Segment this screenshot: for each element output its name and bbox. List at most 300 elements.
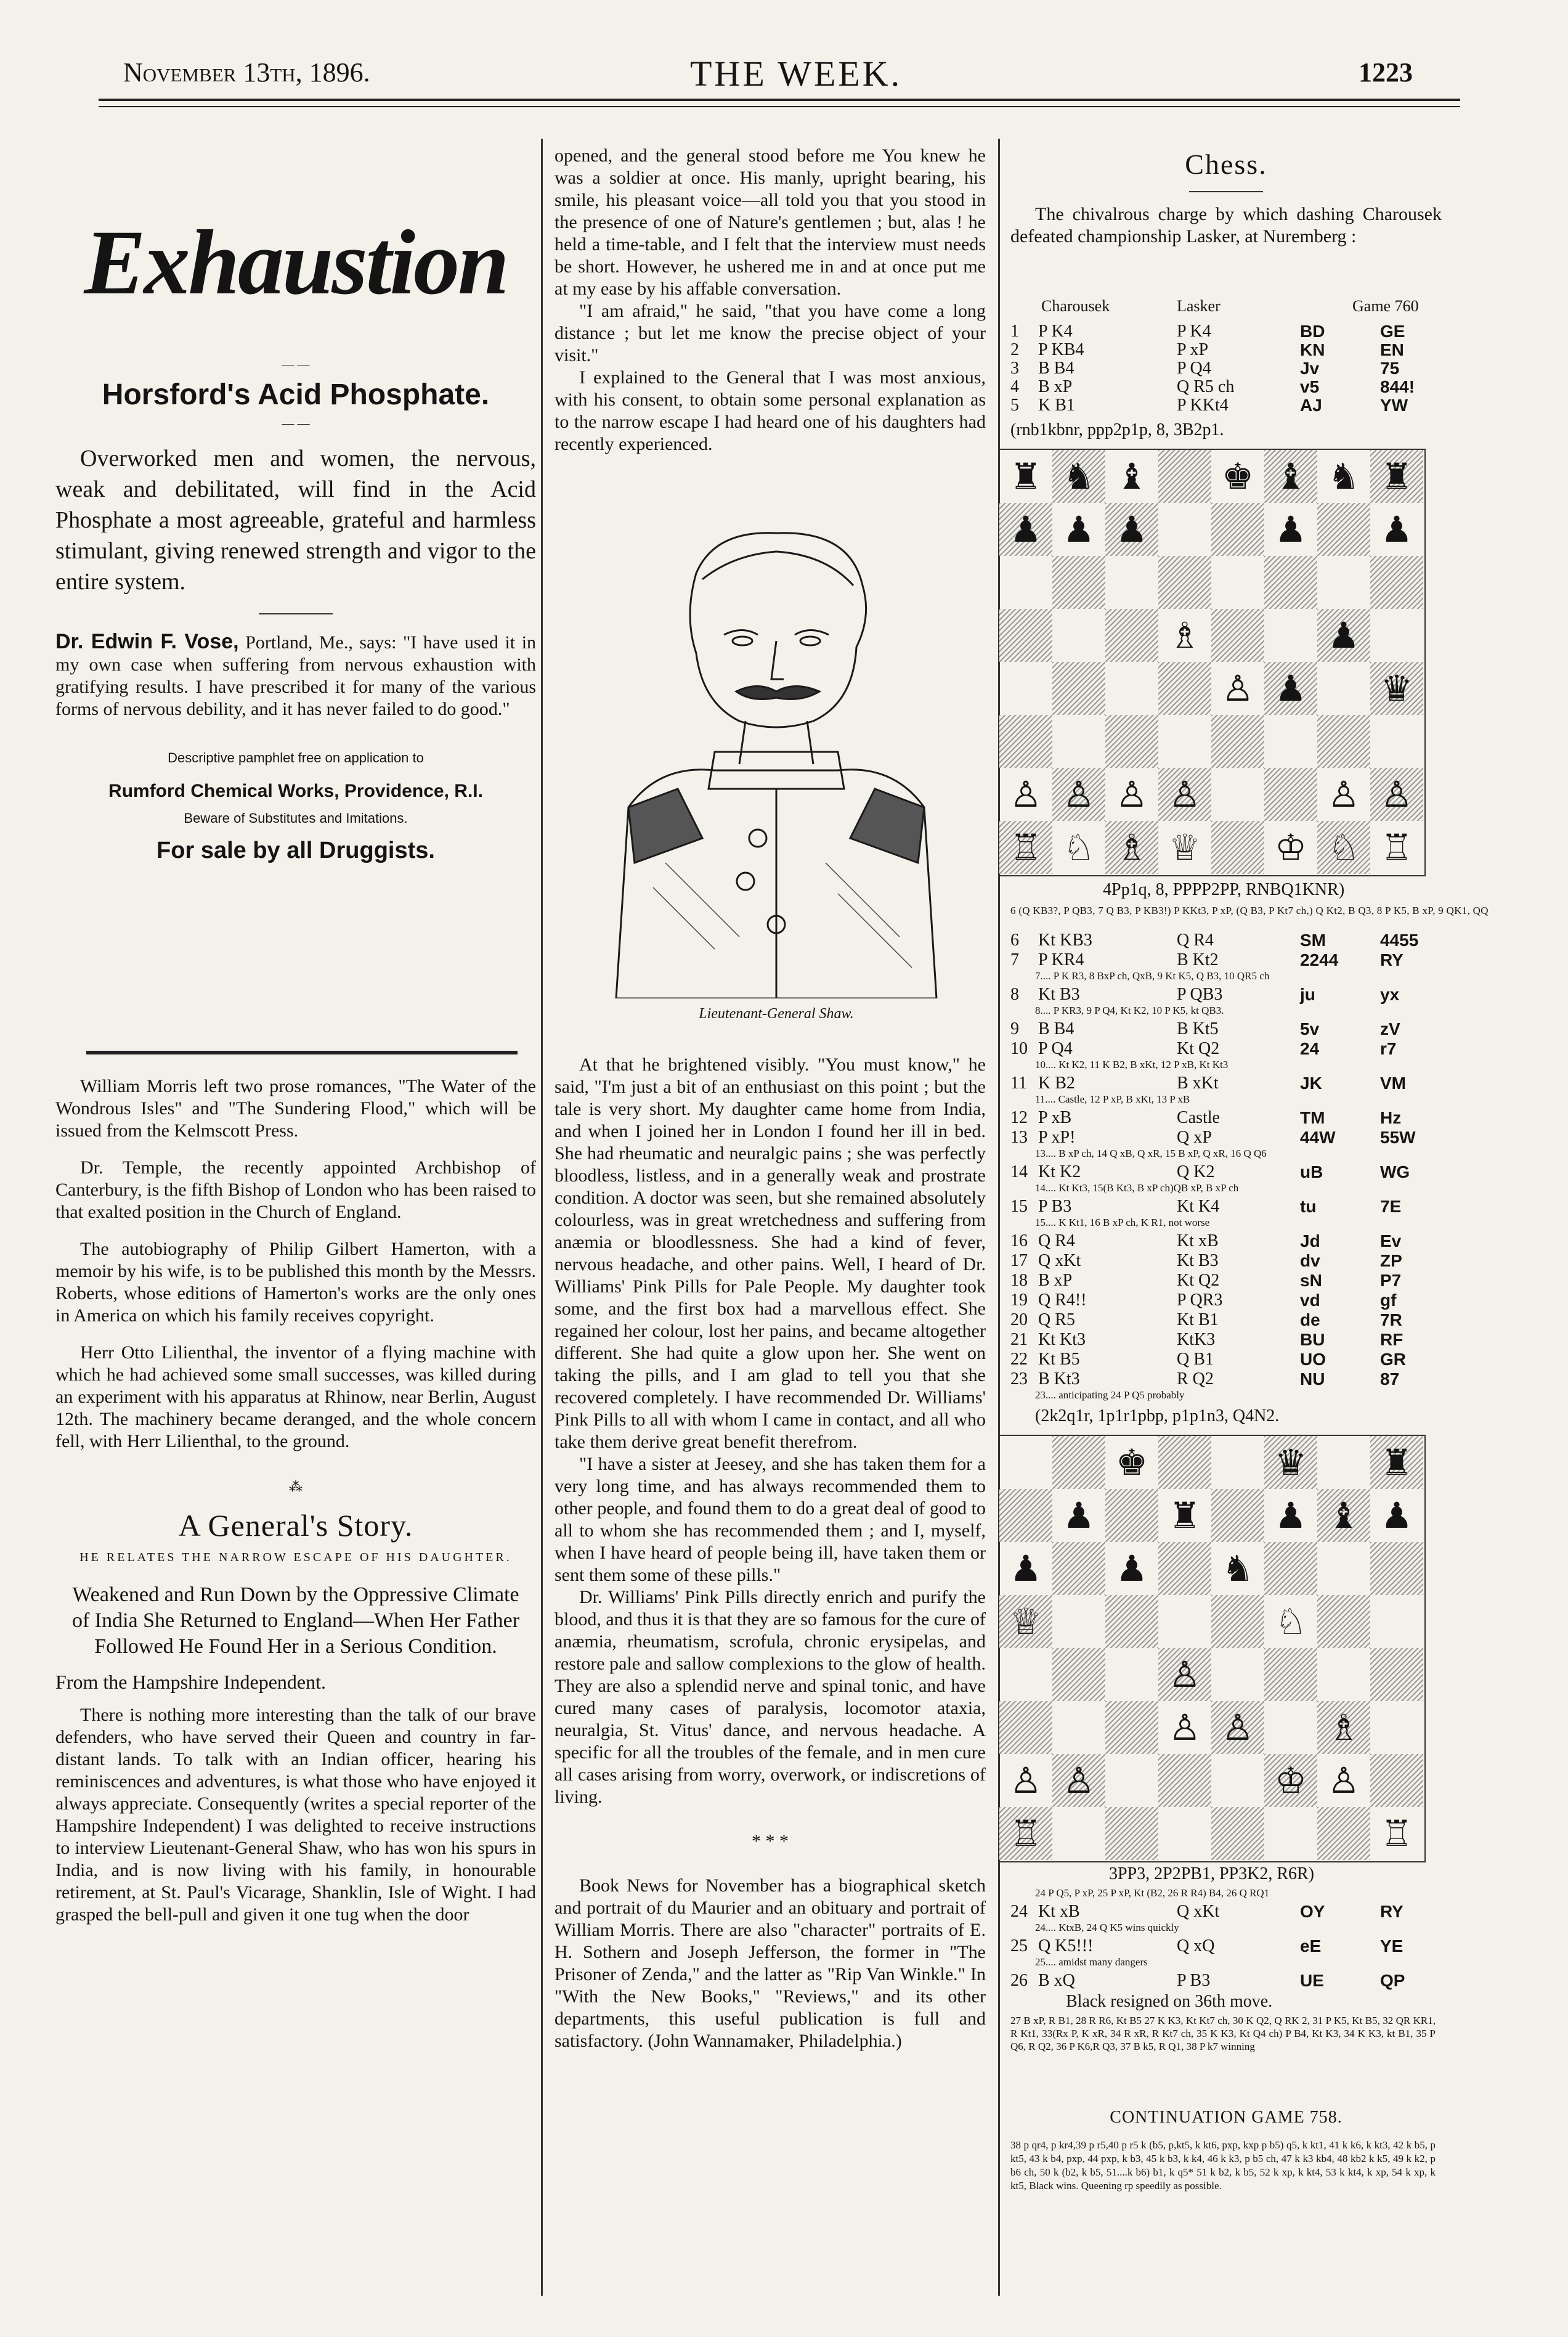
chess-board-1 xyxy=(998,449,1426,876)
chess-piece-icon: ♟ xyxy=(1063,508,1095,550)
chess-piece-icon: ♙ xyxy=(1063,1760,1095,1801)
board-square xyxy=(999,1807,1052,1860)
move-b: Kt B1 xyxy=(1177,1310,1219,1329)
move-annotation: 13.... B xP ch, 14 Q xB, Q xR, 15 B xP, Q xR, 16 Q Q6 xyxy=(1035,1148,1267,1159)
move-w: Q R4!! xyxy=(1038,1291,1087,1310)
move-n: 24 xyxy=(1010,1902,1028,1921)
move-w: Q K5!!! xyxy=(1038,1936,1094,1956)
move-b: Q xQ xyxy=(1177,1936,1215,1956)
chess-intro: The chivalrous charge by which dashing Charousek defeated championship Lasker, at Nuremberg : xyxy=(1010,204,1442,247)
board-square xyxy=(1105,768,1158,821)
move-c1: de xyxy=(1300,1310,1320,1329)
ad-divider xyxy=(259,613,333,614)
board-square xyxy=(1105,1489,1158,1542)
chess-piece-icon: ♙ xyxy=(1169,1707,1201,1748)
note-ornament: ⁂ xyxy=(289,1479,303,1495)
board-square xyxy=(999,1595,1052,1648)
page-number: 1223 xyxy=(1359,57,1413,88)
board-square xyxy=(1264,503,1317,556)
move-b: B xKt xyxy=(1177,1074,1219,1093)
board-square xyxy=(1105,821,1158,874)
board-square xyxy=(1158,715,1211,768)
move-c1: 44W xyxy=(1300,1128,1336,1147)
move-b: Q R5 ch xyxy=(1177,377,1235,396)
move-annotation: 15.... K Kt1, 16 B xP ch, K R1, not worse xyxy=(1035,1217,1210,1228)
board-square xyxy=(1211,450,1264,503)
move-c2: yx xyxy=(1380,985,1400,1004)
board-square xyxy=(999,1754,1052,1807)
chess-piece-icon: ♚ xyxy=(1222,455,1254,497)
board-square xyxy=(1370,768,1423,821)
move-c2: RF xyxy=(1380,1330,1403,1349)
board-square xyxy=(1052,1595,1105,1648)
move-c2: 7E xyxy=(1380,1197,1402,1216)
move-w: B B4 xyxy=(1038,1019,1074,1038)
board-square xyxy=(1105,1595,1158,1648)
board-square xyxy=(1105,1807,1158,1860)
move-w: P Q4 xyxy=(1038,1039,1073,1058)
chess-piece-icon: ♞ xyxy=(1222,1548,1254,1589)
chess-piece-icon: ♟ xyxy=(1381,508,1413,550)
board-square xyxy=(1317,503,1370,556)
move-w: P K4 xyxy=(1038,322,1073,341)
board-square xyxy=(1317,662,1370,715)
board-square xyxy=(1317,715,1370,768)
board-square xyxy=(1370,1542,1423,1595)
board-square xyxy=(1052,556,1105,609)
board-square xyxy=(1370,1701,1423,1754)
move-b: Kt Q2 xyxy=(1177,1039,1220,1058)
move-n: 8 xyxy=(1010,985,1019,1004)
board-square xyxy=(1105,1436,1158,1489)
board-square xyxy=(1264,556,1317,609)
board-square xyxy=(1370,450,1423,503)
fen-1: (rnb1kbnr, ppp2p1p, 8, 3B2p1. xyxy=(1010,420,1224,439)
board-square xyxy=(1370,1754,1423,1807)
move-c2: Hz xyxy=(1380,1108,1402,1127)
move-c2: EN xyxy=(1380,340,1404,359)
board-square xyxy=(1052,821,1105,874)
board-square xyxy=(1370,821,1423,874)
chess-piece-icon: ♙ xyxy=(1222,1707,1254,1748)
move-w: B Kt3 xyxy=(1038,1369,1080,1389)
board-square xyxy=(1158,1542,1211,1595)
chess-piece-icon: ♛ xyxy=(1275,1442,1307,1483)
board-square xyxy=(999,662,1052,715)
board-square xyxy=(1370,556,1423,609)
board-square xyxy=(1264,821,1317,874)
move-c1: vd xyxy=(1300,1291,1320,1310)
move-b: Q R4 xyxy=(1177,931,1214,950)
move-b: Q B1 xyxy=(1177,1350,1214,1369)
move-w: Kt Kt3 xyxy=(1038,1330,1086,1349)
story-para-2: opened, and the general stood before me You knew he was a soldier at once. His manly, upright bearing, his smile, his pleasant voice—all told you that you stood in the presence of one of Nature's gentlemen ; but, alas ! he held a time-table, and I felt that the interview must needs be short. However, he ushered me in and at once put me at my ease by his affable conversation. xyxy=(554,145,986,299)
board-square xyxy=(1158,821,1211,874)
chess-piece-icon: ♖ xyxy=(1381,826,1413,868)
move-b: Q xKt xyxy=(1177,1902,1220,1921)
move-c1: NU xyxy=(1300,1369,1325,1389)
story-source: From the Hampshire Independent. xyxy=(55,1671,326,1693)
chess-game-no: Game 760 xyxy=(1352,297,1419,315)
chess-piece-icon: ♙ xyxy=(1010,773,1042,815)
masthead-title: THE WEEK. xyxy=(690,54,903,94)
board-square xyxy=(1211,503,1264,556)
move-b: Kt B3 xyxy=(1177,1251,1219,1270)
board-square xyxy=(1264,1436,1317,1489)
move-c1: Jd xyxy=(1300,1231,1320,1250)
move-c1: 24 xyxy=(1300,1039,1320,1058)
note-temple: Dr. Temple, the recently appointed Archbishop of Canterbury, is the fifth Bishop of London who has been raised to that exalted position in the Church of England. xyxy=(55,1157,536,1222)
chess-piece-icon: ♟ xyxy=(1328,614,1360,656)
board-square xyxy=(1264,1542,1317,1595)
ad-doctor-name: Dr. Edwin F. Vose, xyxy=(55,630,239,653)
move-n: 23 xyxy=(1010,1369,1028,1389)
move-c2: GR xyxy=(1380,1350,1406,1369)
board-square xyxy=(999,1489,1052,1542)
board-square xyxy=(1052,450,1105,503)
move-b: P B3 xyxy=(1177,1971,1211,1990)
board-square xyxy=(1105,503,1158,556)
move-c1: KN xyxy=(1300,340,1325,359)
board-square xyxy=(1211,556,1264,609)
move-w: B B4 xyxy=(1038,359,1074,378)
chess-piece-icon: ♖ xyxy=(1010,826,1042,868)
ad-pamphlet: Descriptive pamphlet free on application to xyxy=(168,750,424,765)
move-annotation: 25.... amidst many dangers xyxy=(1035,1956,1148,1968)
board-square xyxy=(1052,1648,1105,1701)
board-square xyxy=(1370,503,1423,556)
chess-piece-icon: ♗ xyxy=(1328,1707,1360,1748)
move-c1: AJ xyxy=(1300,396,1322,415)
board-square xyxy=(1211,1436,1264,1489)
story-continued-2 xyxy=(554,1054,986,2052)
board-square xyxy=(1052,662,1105,715)
chess-piece-icon: ♔ xyxy=(1275,826,1307,868)
story-para-3: "I am afraid," he said, "that you have come a long distance ; but let me know the precise object of your visit." xyxy=(554,301,986,365)
chess-piece-icon: ♟ xyxy=(1116,508,1148,550)
ad-dash-2: — — xyxy=(282,417,310,430)
move-c2: 55W xyxy=(1380,1128,1416,1147)
board-square xyxy=(1317,821,1370,874)
board-square xyxy=(1211,609,1264,662)
column-divider-1 xyxy=(541,139,543,2296)
chess-piece-icon: ♝ xyxy=(1275,455,1307,497)
board-square xyxy=(999,821,1052,874)
board-square xyxy=(1317,556,1370,609)
chess-piece-icon: ♖ xyxy=(1010,1813,1042,1854)
chess-piece-icon: ♜ xyxy=(1169,1495,1201,1536)
board-square xyxy=(1052,768,1105,821)
move-w: B xQ xyxy=(1038,1971,1075,1990)
annotation-1: 6 (Q KB3?, P QB3, 7 Q B3, P KB3!) P KKt3, P xP, (Q B3, P Kt7 ch,) Q Kt2, B Q3, 8 P K5, B xP, 9 QK1, QQ xyxy=(1010,905,1489,916)
move-c2: WG xyxy=(1380,1162,1410,1181)
board-square xyxy=(1158,556,1211,609)
fen-4: 3PP3, 2P2PB1, PP3K2, R6R) xyxy=(1109,1864,1315,1883)
chess-piece-icon: ♗ xyxy=(1116,826,1148,868)
board-square xyxy=(1211,1754,1264,1807)
move-w: Kt B5 xyxy=(1038,1350,1080,1369)
move-c1: SM xyxy=(1300,931,1326,950)
move-b: P Q4 xyxy=(1177,359,1211,378)
move-annotation: 14.... Kt Kt3, 15(B Kt3, B xP ch)QB xP, B xP ch xyxy=(1035,1182,1239,1194)
move-c1: 5v xyxy=(1300,1019,1320,1038)
general-portrait-drawing xyxy=(591,518,961,998)
ad-testimonial: says: "I have used it in my own case when suffering from nervous exhaustion with gratifying results. I have prescribed it for many of the various forms of nervous debility, and it has never failed to do good." xyxy=(55,632,537,719)
note-hamerton: The autobiography of Philip Gilbert Hamerton, with a memoir by his wife, is to be published this month by the Messrs. Roberts, whose editions of Hamerton's works are the only ones in America on which his family receives copyright. xyxy=(55,1239,536,1326)
board-square xyxy=(1370,609,1423,662)
board-square xyxy=(1370,1436,1423,1489)
chess-piece-icon: ♜ xyxy=(1381,1442,1413,1483)
move-w: Q R4 xyxy=(1038,1231,1075,1250)
move-b: Kt xB xyxy=(1177,1231,1219,1250)
continuation-title: CONTINUATION GAME 758. xyxy=(1110,2108,1343,2127)
move-n: 1 xyxy=(1010,322,1019,341)
story-subtitle: HE RELATES THE NARROW ESCAPE OF HIS DAUGHTER. xyxy=(79,1551,512,1564)
board-square xyxy=(1158,1754,1211,1807)
ad-product: Horsford's Acid Phosphate. xyxy=(102,378,490,411)
board-square xyxy=(1317,609,1370,662)
board-square xyxy=(1158,503,1211,556)
move-c1: dv xyxy=(1300,1251,1320,1270)
board-square xyxy=(1052,1542,1105,1595)
move-c1: sN xyxy=(1300,1271,1322,1290)
move-c2: 87 xyxy=(1380,1369,1400,1389)
move-b: P K4 xyxy=(1177,322,1211,341)
board-square xyxy=(1264,768,1317,821)
board-square xyxy=(999,1701,1052,1754)
move-c2: RY xyxy=(1380,1902,1403,1921)
move-annotation: 10.... Kt K2, 11 K B2, B xKt, 12 P xB, Kt Kt3 xyxy=(1035,1059,1229,1071)
move-c1: OY xyxy=(1300,1902,1325,1921)
move-n: 5 xyxy=(1010,396,1019,415)
chess-piece-icon: ♙ xyxy=(1116,773,1148,815)
note-morris: William Morris left two prose romances, "The Water of the Wondrous Isles" and "The Sundering Flood," which will be issued from the Kelmscott Press. xyxy=(55,1076,536,1141)
chess-piece-icon: ♙ xyxy=(1010,1760,1042,1801)
move-b: Kt K4 xyxy=(1177,1197,1220,1216)
move-n: 21 xyxy=(1010,1330,1028,1349)
board-square xyxy=(1158,1489,1211,1542)
move-c2: 75 xyxy=(1380,359,1400,378)
story-title: A General's Story. xyxy=(178,1508,413,1543)
chess-piece-icon: ♘ xyxy=(1275,1601,1307,1642)
ad-body: Overworked men and women, the nervous, weak and debilitated, will find in the Acid Phosphate a most agreeable, grateful and harmless stimulant, giving renewed strength and vigor to the entire system. xyxy=(55,446,536,595)
chess-piece-icon: ♙ xyxy=(1063,773,1095,815)
board-square xyxy=(1211,821,1264,874)
move-w: P KR4 xyxy=(1038,950,1084,969)
move-c2: 7R xyxy=(1380,1310,1402,1329)
move-c2: 844! xyxy=(1380,377,1415,396)
board-square xyxy=(1317,1807,1370,1860)
move-n: 25 xyxy=(1010,1936,1028,1956)
chess-piece-icon: ♙ xyxy=(1169,773,1201,815)
board-square xyxy=(1370,1595,1423,1648)
story-para-4: I explained to the General that I was most anxious, with his consent, to obtain some personal explanation as to the narrow escape I had heard one of his daughters had recently experienced. xyxy=(554,367,986,454)
move-b: B Kt2 xyxy=(1177,950,1219,969)
move-c1: Jv xyxy=(1300,359,1320,378)
move-annotation: 24 P Q5, P xP, 25 P xP, Kt (B2, 26 R R4) B4, 26 Q RQ1 xyxy=(1035,1887,1270,1899)
board-square xyxy=(1105,556,1158,609)
move-n: 6 xyxy=(1010,931,1019,950)
board-square xyxy=(999,450,1052,503)
chess-piece-icon: ♟ xyxy=(1381,1495,1413,1536)
chess-piece-icon: ♗ xyxy=(1169,614,1201,656)
story-para-1: There is nothing more interesting than the talk of our brave defenders, who have served their Queen and country in far-distant lands. To talk with an Indian officer, hearing his reminiscences and adventures, is what those who have enjoyed it always appreciate. Consequently (writes a special reporter of the Hampshire Independent) I was delighted to receive instructions to interview Lieutenant-General Shaw, who has won his spurs in India, and is now living with his family, in honourable retirement, at St. Paul's Vicarage, Shanklin, Isle of Wight. I had grasped the bell-pull and given it one tug when the door xyxy=(55,1705,536,1925)
move-w: B xP xyxy=(1038,377,1073,396)
move-w: P xB xyxy=(1038,1108,1072,1127)
chess-col-white: Charousek xyxy=(1041,297,1110,315)
move-n: 11 xyxy=(1010,1074,1027,1093)
board-square xyxy=(1264,450,1317,503)
portrait-illustration xyxy=(591,518,961,998)
move-b: Kt Q2 xyxy=(1177,1271,1220,1290)
move-c1: v5 xyxy=(1300,377,1320,396)
move-w: K B1 xyxy=(1038,396,1075,415)
chess-board-2 xyxy=(998,1435,1426,1862)
chess-piece-icon: ♜ xyxy=(1010,455,1042,497)
move-n: 7 xyxy=(1010,950,1019,969)
board-square xyxy=(1264,1489,1317,1542)
chess-line: Black resigned on 36th move. xyxy=(1066,1992,1273,2011)
board-square xyxy=(1370,662,1423,715)
board-square xyxy=(1264,715,1317,768)
portrait-caption: Lieutenant-General Shaw. xyxy=(699,1006,854,1022)
board-square xyxy=(1052,715,1105,768)
board-square xyxy=(1317,1489,1370,1542)
move-c2: YW xyxy=(1380,396,1408,415)
chess-piece-icon: ♘ xyxy=(1328,826,1360,868)
header-rule xyxy=(99,99,1460,101)
board-square xyxy=(1105,662,1158,715)
board-square xyxy=(1105,609,1158,662)
board-square xyxy=(1211,1542,1264,1595)
board-square xyxy=(1264,609,1317,662)
board-square xyxy=(1264,1754,1317,1807)
move-w: Q R5 xyxy=(1038,1310,1075,1329)
board-square xyxy=(999,556,1052,609)
story-para-6: "I have a sister at Jeesey, and she has taken them for a very long time, and has always recommended them to other people, and found them to do a great deal of good to all to whom she has recommended them ; and I, myself, when I have heard of people being ill, have taken them or sent them some of these pills." xyxy=(554,1454,986,1585)
board-square xyxy=(1211,715,1264,768)
move-n: 20 xyxy=(1010,1310,1028,1329)
ad-company: Rumford Chemical Works, Providence, R.I. xyxy=(108,781,483,801)
section-asterisks: * * * xyxy=(752,1831,789,1851)
move-c2: QP xyxy=(1380,1971,1405,1990)
chess-piece-icon: ♙ xyxy=(1222,667,1254,709)
chess-piece-icon: ♞ xyxy=(1328,455,1360,497)
fen-2: 4Pp1q, 8, PPPP2PP, RNBQ1KNR) xyxy=(1103,880,1345,899)
move-c2: gf xyxy=(1380,1291,1397,1310)
board-square xyxy=(1052,503,1105,556)
move-n: 10 xyxy=(1010,1039,1028,1058)
chess-col-black: Lasker xyxy=(1177,297,1221,315)
board-square xyxy=(1052,1754,1105,1807)
board-square xyxy=(1105,1701,1158,1754)
board-square xyxy=(1052,609,1105,662)
board-square xyxy=(999,609,1052,662)
board-square xyxy=(1158,1436,1211,1489)
move-annotation-long: 27 B xP, R B1, 28 R R6, Kt B5 27 K K3, Kt Kt7 ch, 30 K Q2, Q RK 2, 31 P K5, Kt B5, 32 QR KR1, R Kt1, 33(Rx P, K xR, 34 R xR, R Kt7 ch, 35 K K3, Kt Q4 ch) P B4, Kt K3, 34 K K3, kt B1, 35 P Q6, R Q2, 36 P K6,R Q3, 37 B k5, R Q1, 38 P k7 winning xyxy=(1010,2015,1436,2052)
move-n: 2 xyxy=(1010,340,1019,359)
move-c1: UE xyxy=(1300,1971,1324,1990)
chess-piece-icon: ♖ xyxy=(1381,1813,1413,1854)
move-c2: ZP xyxy=(1380,1251,1402,1270)
chess-piece-icon: ♟ xyxy=(1275,667,1307,709)
board-square xyxy=(1158,609,1211,662)
move-n: 18 xyxy=(1010,1271,1028,1290)
story-para-5: At that he brightened visibly. "You must know," he said, "I'm just a bit of an enthusiast on this point ; but the tale is very short. My daughter came home from India, and when I joined her in London I found her ill in bed. She had rheumatic and neuralgic pains ; she was perfectly bloodless, listless, and in a generally weak and prostrate condition. A doctor was seen, but she remained absolutely colourless, was in great wretchedness and suffering from anæmia or bloodlessness. She had a kind of fever, nervous headache, and other pains. Well, I heard of Dr. Williams' Pink Pills for Pale People. My daughter took some, and the first box had a marvellous effect. She regained her colour, lost her pains, and became altogether different. She had quite a glow upon her. She went on taking the pills, and I am glad to tell you that she recovered completely. I have recommended Dr. Williams' Pink Pills to all with whom I came in contact, and all who take them derive great benefit therefrom. xyxy=(554,1054,986,1452)
move-c1: ju xyxy=(1300,985,1315,1004)
board-square xyxy=(1317,1542,1370,1595)
board-square xyxy=(1264,1595,1317,1648)
board-square xyxy=(1370,1807,1423,1860)
board-square xyxy=(999,503,1052,556)
board-square xyxy=(1211,1595,1264,1648)
chess-piece-icon: ♜ xyxy=(1381,455,1413,497)
board-square xyxy=(1317,1648,1370,1701)
board-square xyxy=(1052,1489,1105,1542)
chess-piece-icon: ♕ xyxy=(1169,826,1201,868)
move-b: P xP xyxy=(1177,340,1209,359)
move-c2: GE xyxy=(1380,322,1405,341)
move-b: B Kt5 xyxy=(1177,1019,1219,1038)
story-deck: Weakened and Run Down by the Oppressive Climate of India She Returned to England—When Her Father Followed He Found Her in a Serious Condition. xyxy=(71,1583,520,1658)
ad-dash: — — xyxy=(282,357,310,371)
move-b: P KKt4 xyxy=(1177,396,1229,415)
move-n: 22 xyxy=(1010,1350,1028,1369)
board-square xyxy=(1158,1701,1211,1754)
move-c1: BD xyxy=(1300,322,1325,341)
move-n: 9 xyxy=(1010,1019,1019,1038)
move-b: Q K2 xyxy=(1177,1162,1215,1181)
move-c2: Ev xyxy=(1380,1231,1402,1250)
chess-piece-icon: ♝ xyxy=(1328,1495,1360,1536)
move-c2: RY xyxy=(1380,950,1403,969)
board-square xyxy=(1052,1436,1105,1489)
move-annotation: 7.... P K R3, 8 BxP ch, QxB, 9 Kt K5, Q B3, 10 QR5 ch xyxy=(1035,970,1270,982)
story-continued xyxy=(554,145,986,455)
chess-piece-icon: ♟ xyxy=(1275,1495,1307,1536)
move-n: 26 xyxy=(1010,1971,1028,1990)
move-b: R Q2 xyxy=(1177,1369,1214,1389)
board-square xyxy=(1264,1648,1317,1701)
move-n: 15 xyxy=(1010,1197,1028,1216)
move-w: P xP! xyxy=(1038,1128,1076,1147)
chess-piece-icon: ♙ xyxy=(1328,1760,1360,1801)
move-c1: eE xyxy=(1300,1936,1322,1956)
chess-piece-icon: ♝ xyxy=(1116,455,1148,497)
move-c2: VM xyxy=(1380,1074,1406,1093)
board-square xyxy=(1264,662,1317,715)
move-b: P QB3 xyxy=(1177,985,1223,1004)
book-news-para: Book News for November has a biographical sketch and portrait of du Maurier and an obituary and portrait of William Morris. There are also "character" portraits of E. H. Sothern and Joseph Jefferson, the former in "The Prisoner of Zenda," and the latter as "Rip Van Winkle." In "With the New Books," "Reviews," and its other departments, this useful publication is full and satisfactory. (John Wannamaker, Philadelphia.) xyxy=(554,1875,986,2051)
ad-doctor-place: Portland, Me., xyxy=(245,632,353,653)
board-square xyxy=(1052,1701,1105,1754)
board-square xyxy=(1317,1436,1370,1489)
move-annotation: 8.... P KR3, 9 P Q4, Kt K2, 10 P K5, kt QB3. xyxy=(1035,1005,1224,1016)
ad-bottom-rule xyxy=(86,1051,518,1054)
move-c1: TM xyxy=(1300,1108,1325,1127)
chess-piece-icon: ♘ xyxy=(1063,826,1095,868)
ad-headline: Exhaustion xyxy=(84,211,508,314)
chess-piece-icon: ♙ xyxy=(1169,1654,1201,1695)
note-lilienthal: Herr Otto Lilienthal, the inventor of a flying machine with which he had achieved some small successes, was killed during an experiment with his apparatus at Rhinow, near Berlin, August 12th. The machinery became deranged, and the whole concern fell, with Herr Lilienthal, to the ground. xyxy=(55,1342,536,1451)
literary-notes xyxy=(55,1075,536,1926)
board-square xyxy=(1105,450,1158,503)
chess-piece-icon: ♔ xyxy=(1275,1760,1307,1801)
chess-piece-icon: ♟ xyxy=(1116,1548,1148,1589)
move-n: 16 xyxy=(1010,1231,1028,1250)
issue-date: November 13th, 1896. xyxy=(123,57,370,88)
board-square xyxy=(1158,1595,1211,1648)
